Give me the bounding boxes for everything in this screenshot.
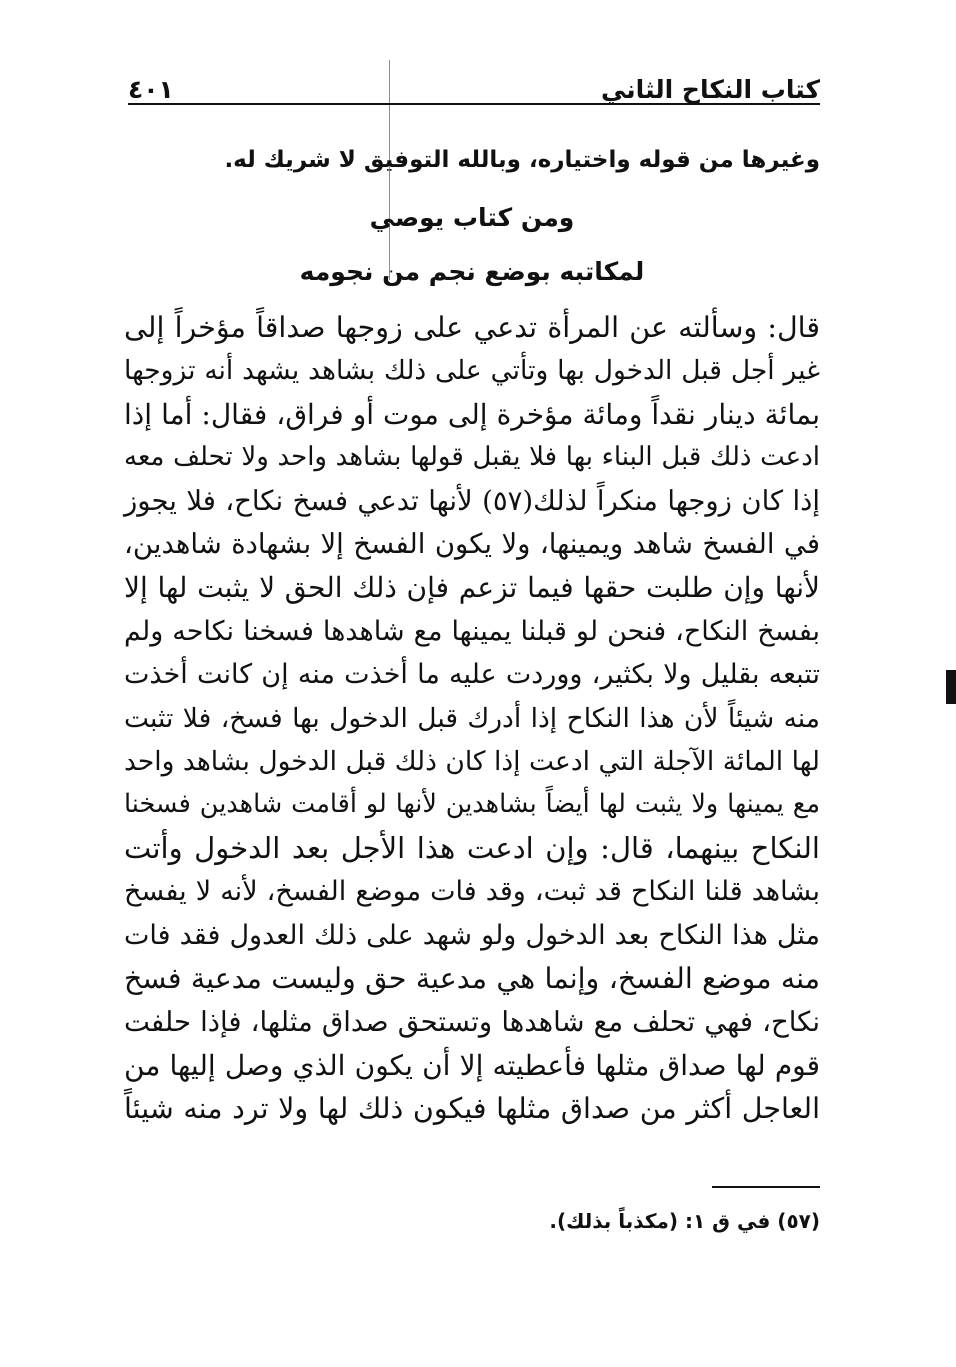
footnote: (٥٧) في ق ١: (مكذباً بذلك). — [549, 1209, 820, 1233]
section-subheading: لمكاتبه بوضع نجم من نجومه — [299, 257, 645, 286]
scan-edge-mark — [946, 670, 956, 704]
text-line: قال: وسألته عن المرأة تدعي على زوجها صداقاً مؤخراً إلى — [124, 311, 820, 344]
main-paragraph — [124, 306, 820, 1131]
text-line: النكاح بينهما، قال: وإن ادعت هذا الأجل بعد الدخول وأتت — [124, 830, 820, 865]
text-line: مثل هذا النكاح بعد الدخول ولو شهد على ذلك العدول فقد فات — [124, 919, 820, 951]
running-title: كتاب النكاح الثاني — [601, 75, 820, 104]
text-line: قوم لها صداق مثلها فأعطيته إلا أن يكون الذي وصل إليها من — [124, 1048, 820, 1082]
page-number: ٤٠١ — [128, 75, 174, 104]
text-line: مع يمينها ولا يثبت لها أيضاً بشاهدين لأنها لو أقامت شاهدين فسخنا — [124, 789, 820, 820]
footnote-rule — [712, 1186, 820, 1188]
text-line: في الفسخ شاهد ويمينها، ولا يكون الفسخ إلا بشهادة شاهدين، — [124, 528, 820, 561]
running-header — [128, 66, 820, 104]
text-line: العاجل أكثر من صداق مثلها فيكون ذلك لها ولا ترد منه شيئاً — [124, 1092, 820, 1126]
text-line: غير أجل قبل الدخول بها وتأتي على ذلك بشاهد يشهد أنه تزوجها — [124, 355, 820, 387]
text-line: لأنها وإن طلبت حقها فيما تزعم فإن ذلك الحق لا يثبت لها إلا — [124, 571, 820, 605]
text-line: ادعت ذلك قبل البناء بها فلا يقبل قولها بشاهد واحد ولا تحلف معه — [124, 442, 820, 473]
header-rule — [128, 103, 820, 105]
text-line: منه موضع الفسخ، وإنما هي مدعية حق وليست مدعية فسخ — [124, 962, 820, 996]
text-line: تتبعه بقليل ولا بكثير، ووردت عليه ما أخذت منه إن كانت أخذت — [124, 659, 820, 691]
text-line: بفسخ النكاح، فنحن لو قبلنا يمينها مع شاهدها فسخنا نكاحه ولم — [124, 615, 820, 647]
text-line: لها المائة الآجلة التي ادعت إذا كان ذلك قبل الدخول بشاهد واحد — [124, 746, 820, 778]
section-heading: ومن كتاب يوصي — [369, 203, 575, 232]
text-line: إذا كان زوجها منكراً لذلك(٥٧) لأنها تدعي فسخ نكاح، فلا يجوز — [124, 484, 820, 517]
text-line: بشاهد قلنا النكاح قد ثبت، وقد فات موضع الفسخ، لأنه لا يفسخ — [124, 876, 820, 908]
opening-line: وغيرها من قوله واختياره، وبالله التوفيق لا شريك له. — [224, 147, 820, 173]
text-line: بمائة دينار نقداً ومائة مؤخرة إلى موت أو فراق، فقال: أما إذا — [124, 397, 820, 431]
text-line: نكاح، فهي تحلف مع شاهدها وتستحق صداق مثلها، فإذا حلفت — [124, 1005, 820, 1038]
text-line: منه شيئاً لأن هذا النكاح إذا أدرك قبل الدخول بها فسخ، فلا تثبت — [124, 702, 820, 734]
